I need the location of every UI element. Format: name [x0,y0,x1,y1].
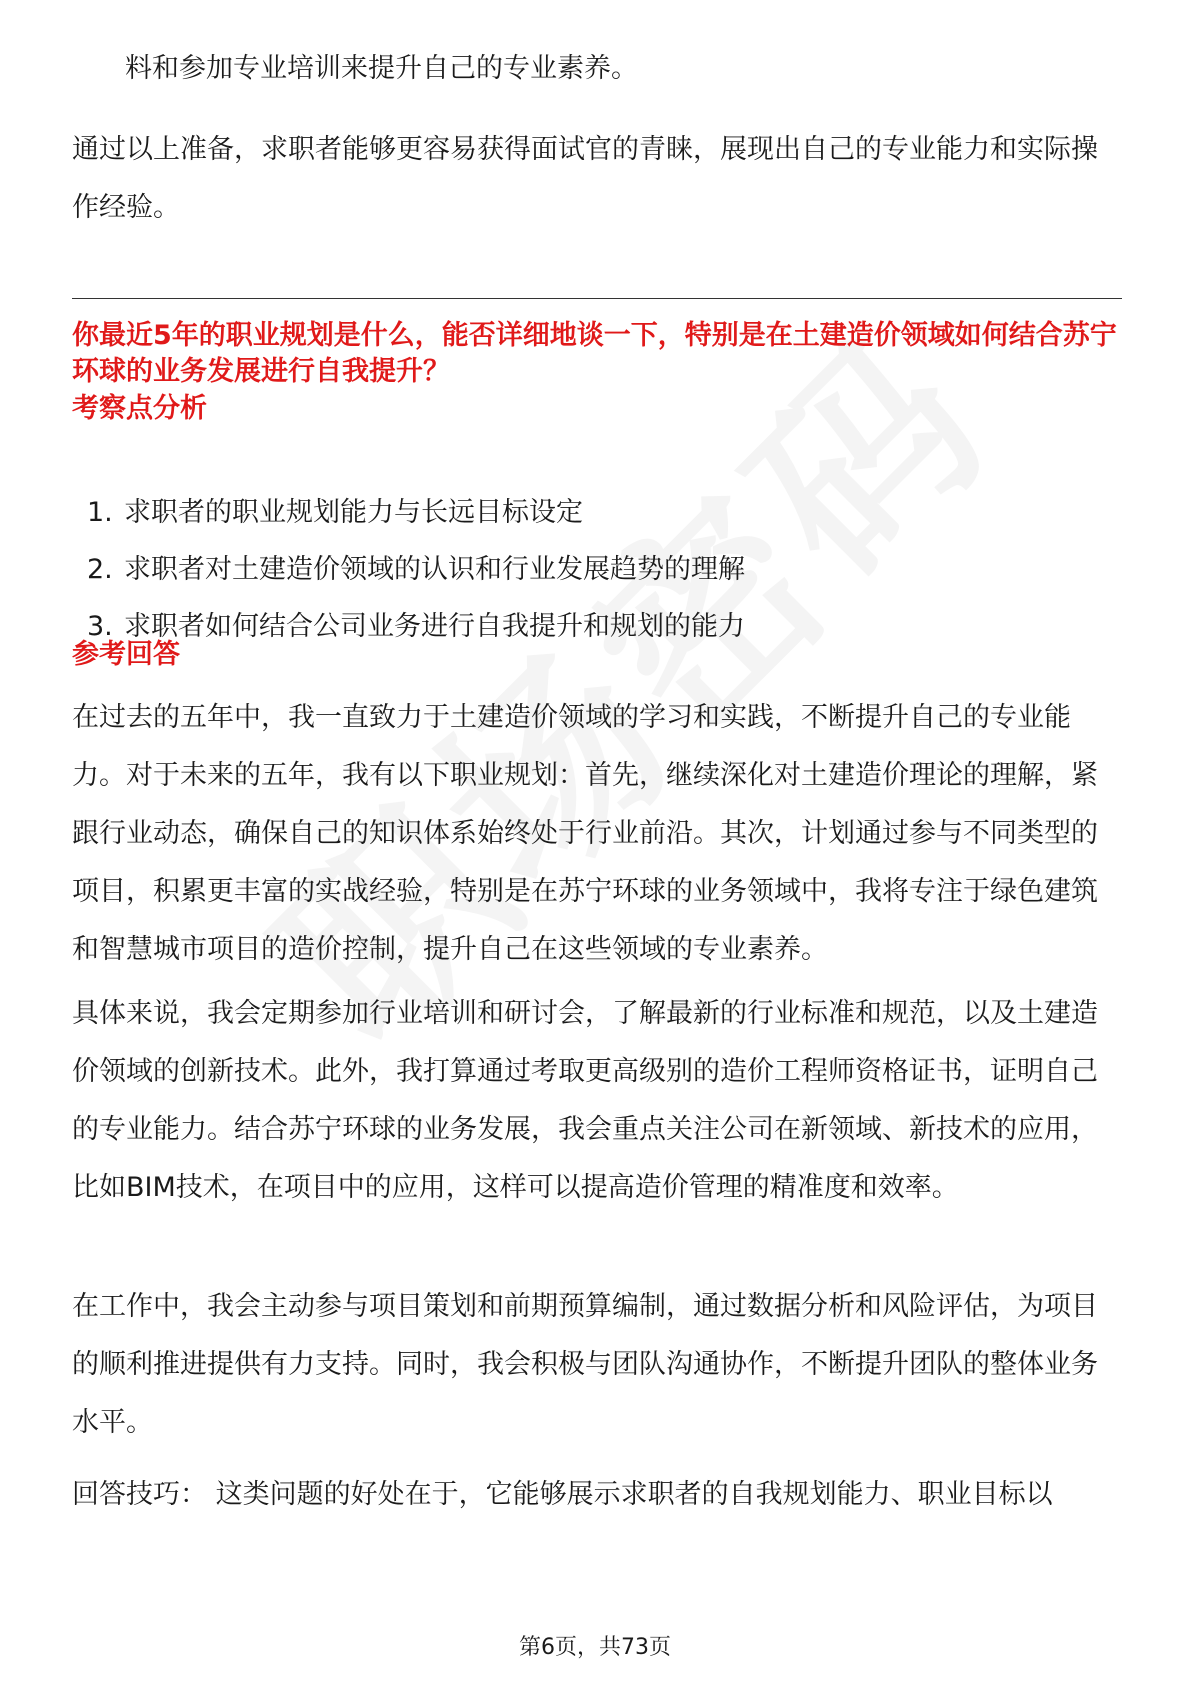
answer-paragraph: 在过去的五年中，我一直致力于土建造价领域的学习和实践，不断提升自己的专业能力。对于未来的五年，我有以下职业规划：首先，继续深化对土建造价理论的理解，紧跟行业动态，确保自己的知识体系始终处于行业前沿。其次，计划通过参与不同类型的项目，积累更丰富的实战经验，特别是在苏宁环球的业务领域中，我将专注于绿色建筑和智慧城市项目的造价控制，提升自己在这些领域的专业素养。 [72,702,1098,965]
answer-paragraph: 在工作中，我会主动参与项目策划和前期预算编制，通过数据分析和风险评估，为项目的顺利推进提供有力支持。同时，我会积极与团队沟通协作，不断提升团队的整体业务水平。 [72,1291,1098,1438]
answer-heading: 参考回答 [72,639,180,670]
interview-question: 你最近5年的职业规划是什么，能否详细地谈一下，特别是在土建造价领域如何结合苏宁环球的业务发展进行自我提升？ [72,320,1117,387]
summary-paragraph: 通过以上准备，求职者能够更容易获得面试官的青睐，展现出自己的专业能力和实际操作经验。 [72,134,1098,223]
list-item [72,541,745,598]
analysis-list [72,484,745,655]
analysis-heading: 考察点分析 [72,393,207,424]
answer-paragraph: 具体来说，我会定期参加行业培训和研讨会，了解最新的行业标准和规范，以及土建造价领域的创新技术。此外，我打算通过考取更高级别的造价工程师资格证书，证明自己的专业能力。结合苏宁环球的业务发展，我会重点关注公司在新领域、新技术的应用，比如BIM技术，在项目中的应用，这样可以提高造价管理的精准度和效率。 [72,998,1098,1203]
list-item [72,484,745,541]
continuation-text: 料和参加专业培训来提升自己的专业素养。 [125,53,638,84]
section-divider [72,298,1122,299]
tips-line: 回答技巧： 这类问题的好处在于，它能够展示求职者的自我规划能力、职业目标以 [72,1479,1053,1510]
list-number: 2. [87,554,113,585]
list-item-text: 求职者的职业规划能力与长远目标设定 [124,497,583,528]
list-item-text: 求职者对土建造价领域的认识和行业发展趋势的理解 [124,554,745,585]
list-number: 1. [87,497,113,528]
page-number: 第6页，共73页 [519,1635,671,1660]
list-number: 3. [87,611,113,642]
list-item-text: 求职者如何结合公司业务进行自我提升和规划的能力 [124,611,745,642]
